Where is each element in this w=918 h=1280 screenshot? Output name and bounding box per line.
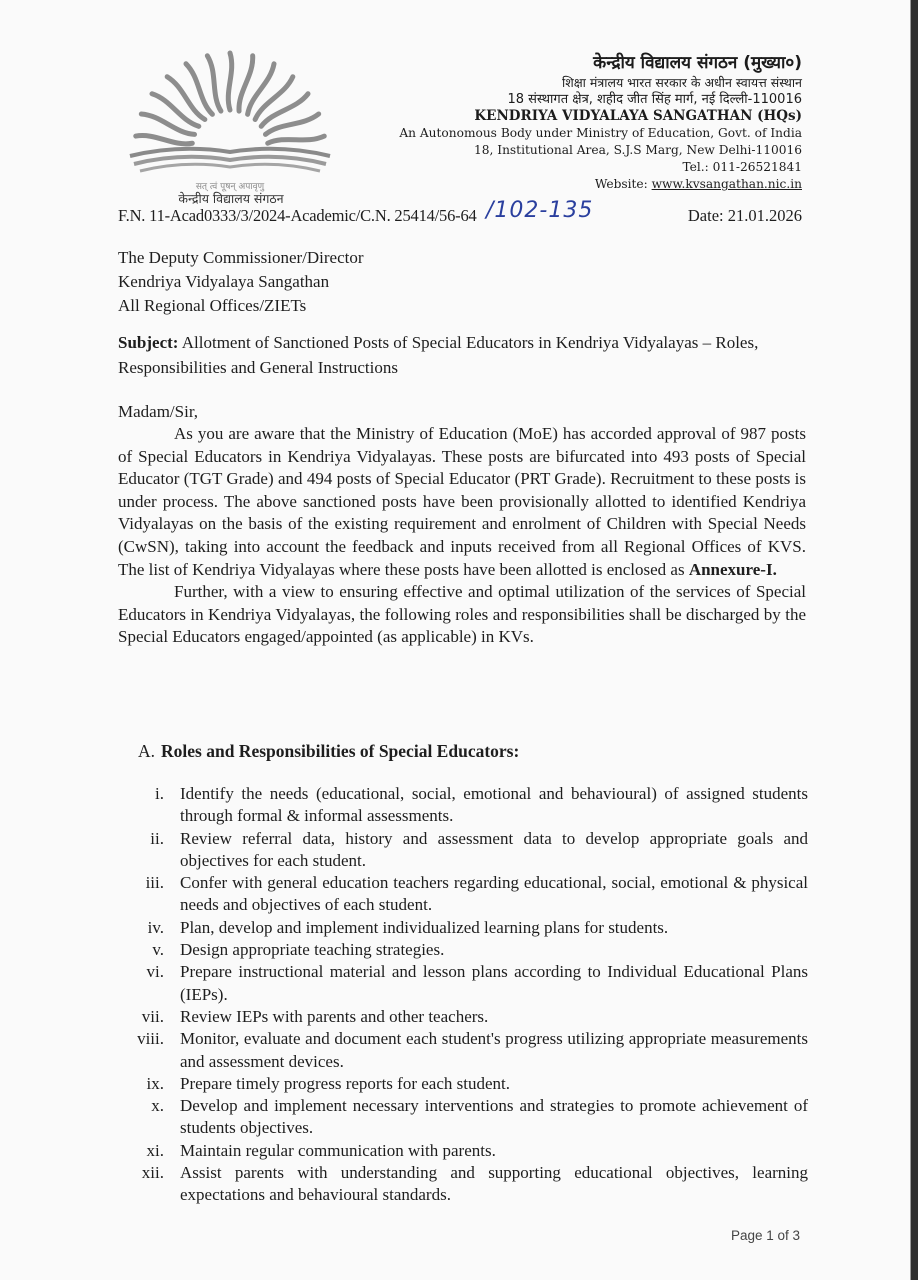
list-item xyxy=(118,917,808,939)
letter-body xyxy=(118,423,806,649)
list-item xyxy=(118,1028,808,1073)
item-number: x. xyxy=(151,1096,164,1116)
list-item xyxy=(118,1095,808,1140)
logo-motto: सत् त्वं पूषन् अपावृणु xyxy=(195,182,265,192)
list-item xyxy=(118,828,808,873)
page-indicator: Page 1 of 3 xyxy=(731,1228,801,1243)
org-title-english: KENDRIYA VIDYALAYA SANGATHAN (HQs) xyxy=(474,108,802,124)
item-number: iii. xyxy=(145,873,164,893)
item-number: xii. xyxy=(141,1163,164,1183)
letter-date: Date: 21.01.2026 xyxy=(687,206,802,225)
item-number: iv. xyxy=(147,917,164,937)
paragraph-1 xyxy=(118,423,806,581)
item-text: Review IEPs with parents and other teachers. xyxy=(180,1006,489,1026)
subject-line xyxy=(118,330,808,380)
sun-ray xyxy=(268,136,325,143)
org-subtitle-english: An Autonomous Body under Ministry of Education, Govt. of India xyxy=(399,126,802,140)
website-label: Website: xyxy=(594,177,652,191)
kvs-logo xyxy=(110,48,350,208)
responsibilities-list xyxy=(118,783,808,1207)
item-text: Confer with general education teachers regarding educational, social, emotional & physical needs and objectives of each student. xyxy=(180,873,808,915)
subject-text: Allotment of Sanctioned Posts of Special Educators in Kendriya Vidyalayas – Roles, Responsibilities and General Instructions xyxy=(118,333,759,377)
file-number: F.N. 11-Acad0333/3/2024-Academic/C.N. 25414/56-64 xyxy=(118,206,477,225)
addressee-line: Kendriya Vidyalaya Sangathan xyxy=(118,272,330,291)
item-number: vi. xyxy=(146,962,164,982)
list-item xyxy=(118,961,808,1006)
item-number: i. xyxy=(155,784,164,803)
addressee-block xyxy=(118,246,364,318)
section-a-heading xyxy=(138,741,519,762)
org-title-hindi: केन्द्रीय विद्यालय संगठन (मुख्या०) xyxy=(593,53,802,73)
list-item xyxy=(118,1073,808,1095)
viewer-edge xyxy=(910,0,918,1280)
addressee-line: The Deputy Commissioner/Director xyxy=(118,248,364,267)
sun-ray xyxy=(136,136,193,144)
annexure-reference: Annexure-I. xyxy=(688,559,777,579)
logo-org-name: केन्द्रीय विद्यालय संगठन xyxy=(178,191,284,206)
item-number: v. xyxy=(152,940,164,960)
letterhead xyxy=(399,52,802,193)
paragraph-1-text: As you are aware that the Ministry of Education (MoE) has accorded approval of 987 posts of Special Educators in Kendriya Vidyalayas. These posts are bifurcated into 493 posts of Special Educator (TGT Grade) and 494 posts of Special Educator (PRT Grade). Recruitment to these posts is under process. The above sanctioned posts have been provisionally allotted to identified Kendriya Vidyalayas on the basis of the existing requirement and enrolment of Children with Special Needs (CwSN), taking into account the feedback and inputs received from all Regional Offices of KVS. The list of Kendriya Vidyalayas where these posts have been allotted is enclosed as xyxy=(118,424,806,579)
item-number: xi. xyxy=(146,1140,164,1160)
org-website xyxy=(399,176,802,193)
item-number: ix. xyxy=(146,1073,164,1093)
item-text: Design appropriate teaching strategies. xyxy=(180,940,445,960)
item-text: Review referral data, history and assessment data to develop appropriate goals and objectives for each student. xyxy=(180,828,808,870)
subject-label: Subject: xyxy=(118,333,179,352)
item-text: Prepare timely progress reports for each student. xyxy=(180,1073,510,1093)
website-link[interactable]: www.kvsangathan.nic.in xyxy=(651,177,802,191)
org-subtitle-hindi: शिक्षा मंत्रालय भारत सरकार के अधीन स्वायत्त संस्थान xyxy=(561,75,802,90)
list-item xyxy=(118,1140,808,1162)
paragraph-2: Further, with a view to ensuring effective and optimal utilization of the services of Special Educators in Kendriya Vidyalayas, the following roles and responsibilities shall be discharged by the Special Educators engaged/appointed (as applicable) in KVs. xyxy=(118,582,806,647)
sun-ray xyxy=(207,56,221,111)
handwritten-annotation: /102-135 xyxy=(486,198,594,223)
item-text: Plan, develop and implement individualized learning plans for students. xyxy=(180,917,669,937)
org-telephone: Tel.: 011-26521841 xyxy=(682,160,802,174)
item-text: Monitor, evaluate and document each student's progress utilizing appropriate measurements and assessment devices. xyxy=(180,1029,808,1071)
item-text: Prepare instructional material and lesson plans according to Individual Educational Plans (IEPs). xyxy=(180,962,808,1004)
rising-sun-book-icon xyxy=(110,48,350,183)
item-number: viii. xyxy=(137,1029,164,1049)
sun-ray xyxy=(228,53,231,110)
section-title: Roles and Responsibilities of Special Educators: xyxy=(161,741,520,761)
item-text: Assist parents with understanding and supporting educational objectives, learning expectations and behavioural standards. xyxy=(180,1163,808,1205)
item-number: ii. xyxy=(150,828,164,848)
item-text: Identify the needs (educational, social, emotional and behavioural) of assigned students through formal & informal assessments. xyxy=(180,784,808,826)
list-item xyxy=(118,939,808,961)
org-address-hindi: 18 संस्थागत क्षेत्र, शहीद जीत सिंह मार्ग, नई दिल्ली-110016 xyxy=(507,92,802,107)
addressee-line: All Regional Offices/ZIETs xyxy=(118,296,307,315)
item-text: Develop and implement necessary interventions and strategies to promote achievement of students objectives. xyxy=(180,1096,808,1138)
list-item xyxy=(118,1162,808,1207)
list-item xyxy=(118,783,808,828)
item-text: Maintain regular communication with parents. xyxy=(180,1140,496,1160)
org-address-english: 18, Institutional Area, S.J.S Marg, New Delhi-110016 xyxy=(474,143,802,157)
list-item xyxy=(118,872,808,917)
section-letter: A. xyxy=(138,741,156,761)
list-item xyxy=(118,1006,808,1028)
item-number: vii. xyxy=(141,1006,164,1026)
salutation: Madam/Sir, xyxy=(118,402,199,421)
